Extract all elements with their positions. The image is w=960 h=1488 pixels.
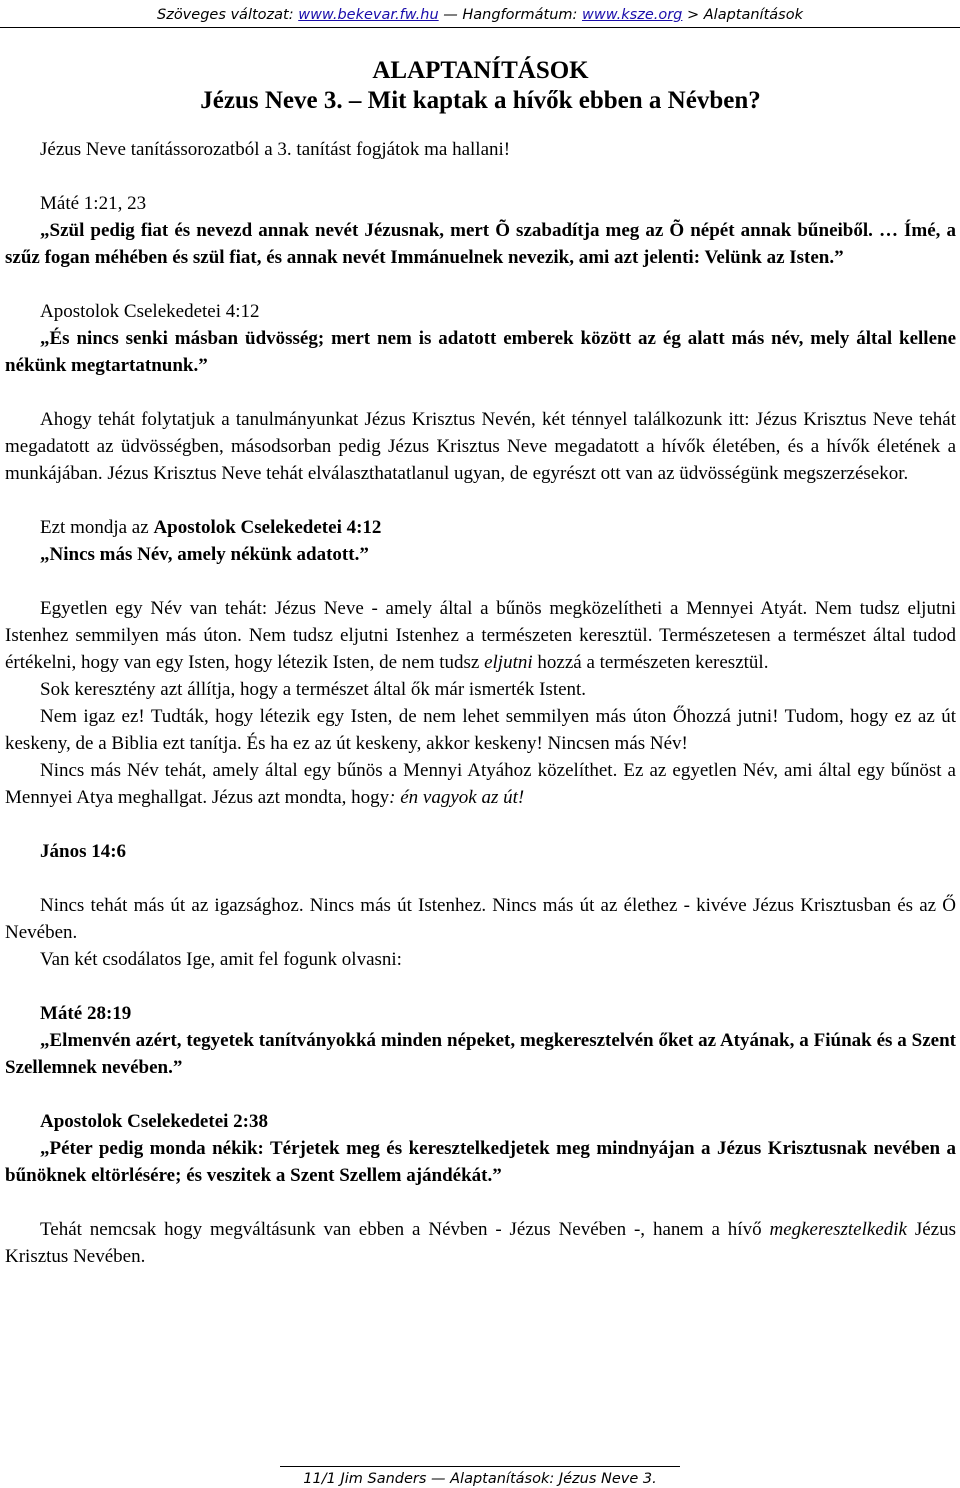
paragraph-6: Nincs tehát más út az igazsághoz. Nincs más út Istenhez. Nincs más út az élethez - kivéve Jézus Krisztusban és az Ő Nevében. [5, 895, 956, 943]
lesson-title: Jézus Neve 3. – Mit kaptak a hívők ebben a Névben? [200, 87, 761, 114]
acts-4-12-reference: Apostolok Cselekedetei 4:12 [40, 301, 260, 322]
paragraph-3: Sok keresztény azt állítja, hogy a természet által ők már ismerték Istent. [40, 679, 587, 700]
paragraph-7: Van két csodálatos Ige, amit fel fogunk olvasni: [40, 949, 402, 970]
paragraph-8-emphasis: megkeresztelkedik [769, 1219, 907, 1240]
acts-4-12-verse-2: „Nincs más Név, amely nékünk adatott.” [40, 544, 369, 565]
header-middle: — Hangformátum: [438, 7, 582, 23]
footer-divider [280, 1466, 680, 1467]
header-prefix: Szöveges változat: [157, 7, 299, 23]
paragraph-2-emphasis: eljutni [484, 652, 533, 673]
paragraph-2 [5, 595, 956, 676]
paragraph-5-emphasis: : én vagyok az út! [389, 787, 525, 808]
paragraph-4: Nem igaz ez! Tudták, hogy létezik egy Isten, de nem lehet semmilyen más úton Őhozzá jutni! Tudom, hogy ez az út keskeny, de a Biblia ezt tanítja. És ha ez az út keskeny, akkor keskeny! Nincsen más Név! [5, 706, 956, 754]
paragraph-5-text: Nincs más Név tehát, amely által egy bűnös a Mennyi Atyához közelíthet. Ez az egyetlen Név, ami által egy bűnöst a Mennyei Atya meghallgat. Jézus azt mondta, hogy [5, 760, 956, 808]
paragraph-8 [5, 1216, 956, 1270]
acts-2-38-verse: „Péter pedig monda nékik: Térjetek meg és keresztelkedjetek meg mindnyájan a Jézus Krisztusnak nevében a bűnöknek eltörlésére; és veszitek a Szent Szellem ajándékát.” [5, 1138, 956, 1186]
paragraph-2-text-b: hozzá a természeten keresztül. [532, 652, 769, 673]
header-divider [0, 27, 960, 28]
document-body [5, 56, 956, 1270]
bekevar-link[interactable]: www.bekevar.fw.hu [298, 7, 439, 23]
acts-4-12-intro: Ezt mondja az [40, 517, 154, 538]
section-title: ALAPTANÍTÁSOK [372, 57, 589, 84]
acts-4-12-reference-2: Apostolok Cselekedetei 4:12 [153, 517, 382, 538]
paragraph-2-text-a: Egyetlen egy Név van tehát: Jézus Neve - amely által a bűnös megközelítheti a Mennyei Atyát. Nem tudsz eljutni Istenhez semmilyen más úton. Nem tudsz eljutni Istenhez a természeten keresztül. Természetesen a természet által tudod értékelni, hogy van egy Isten, hogy létezik Isten, de nem tudsz [5, 598, 956, 673]
mate-1-21-reference: Máté 1:21, 23 [40, 193, 147, 214]
page-header [0, 6, 960, 24]
page-footer: 11/1 Jim Sanders — Alaptanítások: Jézus Neve 3. [303, 1471, 657, 1487]
mate-28-19-reference: Máté 28:19 [40, 1003, 132, 1024]
paragraph-5 [5, 757, 956, 811]
acts-2-38-reference: Apostolok Cselekedetei 2:38 [40, 1111, 268, 1132]
paragraph-1: Ahogy tehát folytatjuk a tanulmányunkat Jézus Krisztus Nevén, két ténnyel találkozunk itt: Jézus Krisztus Neve tehát megadatott az üdvösségben, másodsorban pedig Jézus Krisztus Neve megadatott a hívők életében, és a hívők életének a munkájában. Jézus Krisztus Neve tehát elválaszthatatlanul ugyan, de egyrészt ott van az üdvösségünk megszerzésekor. [5, 409, 956, 484]
header-suffix: > Alaptanítások [682, 7, 803, 23]
acts-4-12-verse: „És nincs senki másban üdvösség; mert nem is adatott emberek között az ég alatt más név, mely által kellene nékünk megtartatnunk.” [5, 328, 956, 376]
mate-1-21-verse: „Szül pedig fiat és nevezd annak nevét Jézusnak, mert Õ szabadítja meg az Õ népét annak bűneiből. … Ímé, a szűz fogan méhében és szül fiat, és annak nevét Immánuelnek nevezik, ami azt jelenti: Velünk az Isten.” [5, 220, 956, 268]
paragraph-8-text-a: Tehát nemcsak hogy megváltásunk van ebben a Névben - Jézus Nevében -, hanem a hívő [40, 1219, 770, 1240]
mate-28-19-verse: „Elmenvén azért, tegyetek tanítványokká minden népeket, megkeresztelvén őket az Atyának, a Fiúnak és a Szent Szellemnek nevében.” [5, 1030, 956, 1078]
paragraph-8-text-b: Jézus Krisztus Nevében. [5, 1219, 957, 1267]
ksze-link[interactable]: www.ksze.org [582, 7, 683, 23]
intro-text: Jézus Neve tanítássorozatból a 3. tanítást fogjátok ma hallani! [40, 139, 511, 160]
john-14-6-reference: János 14:6 [40, 841, 127, 862]
acts-4-12-intro-line [5, 514, 956, 541]
